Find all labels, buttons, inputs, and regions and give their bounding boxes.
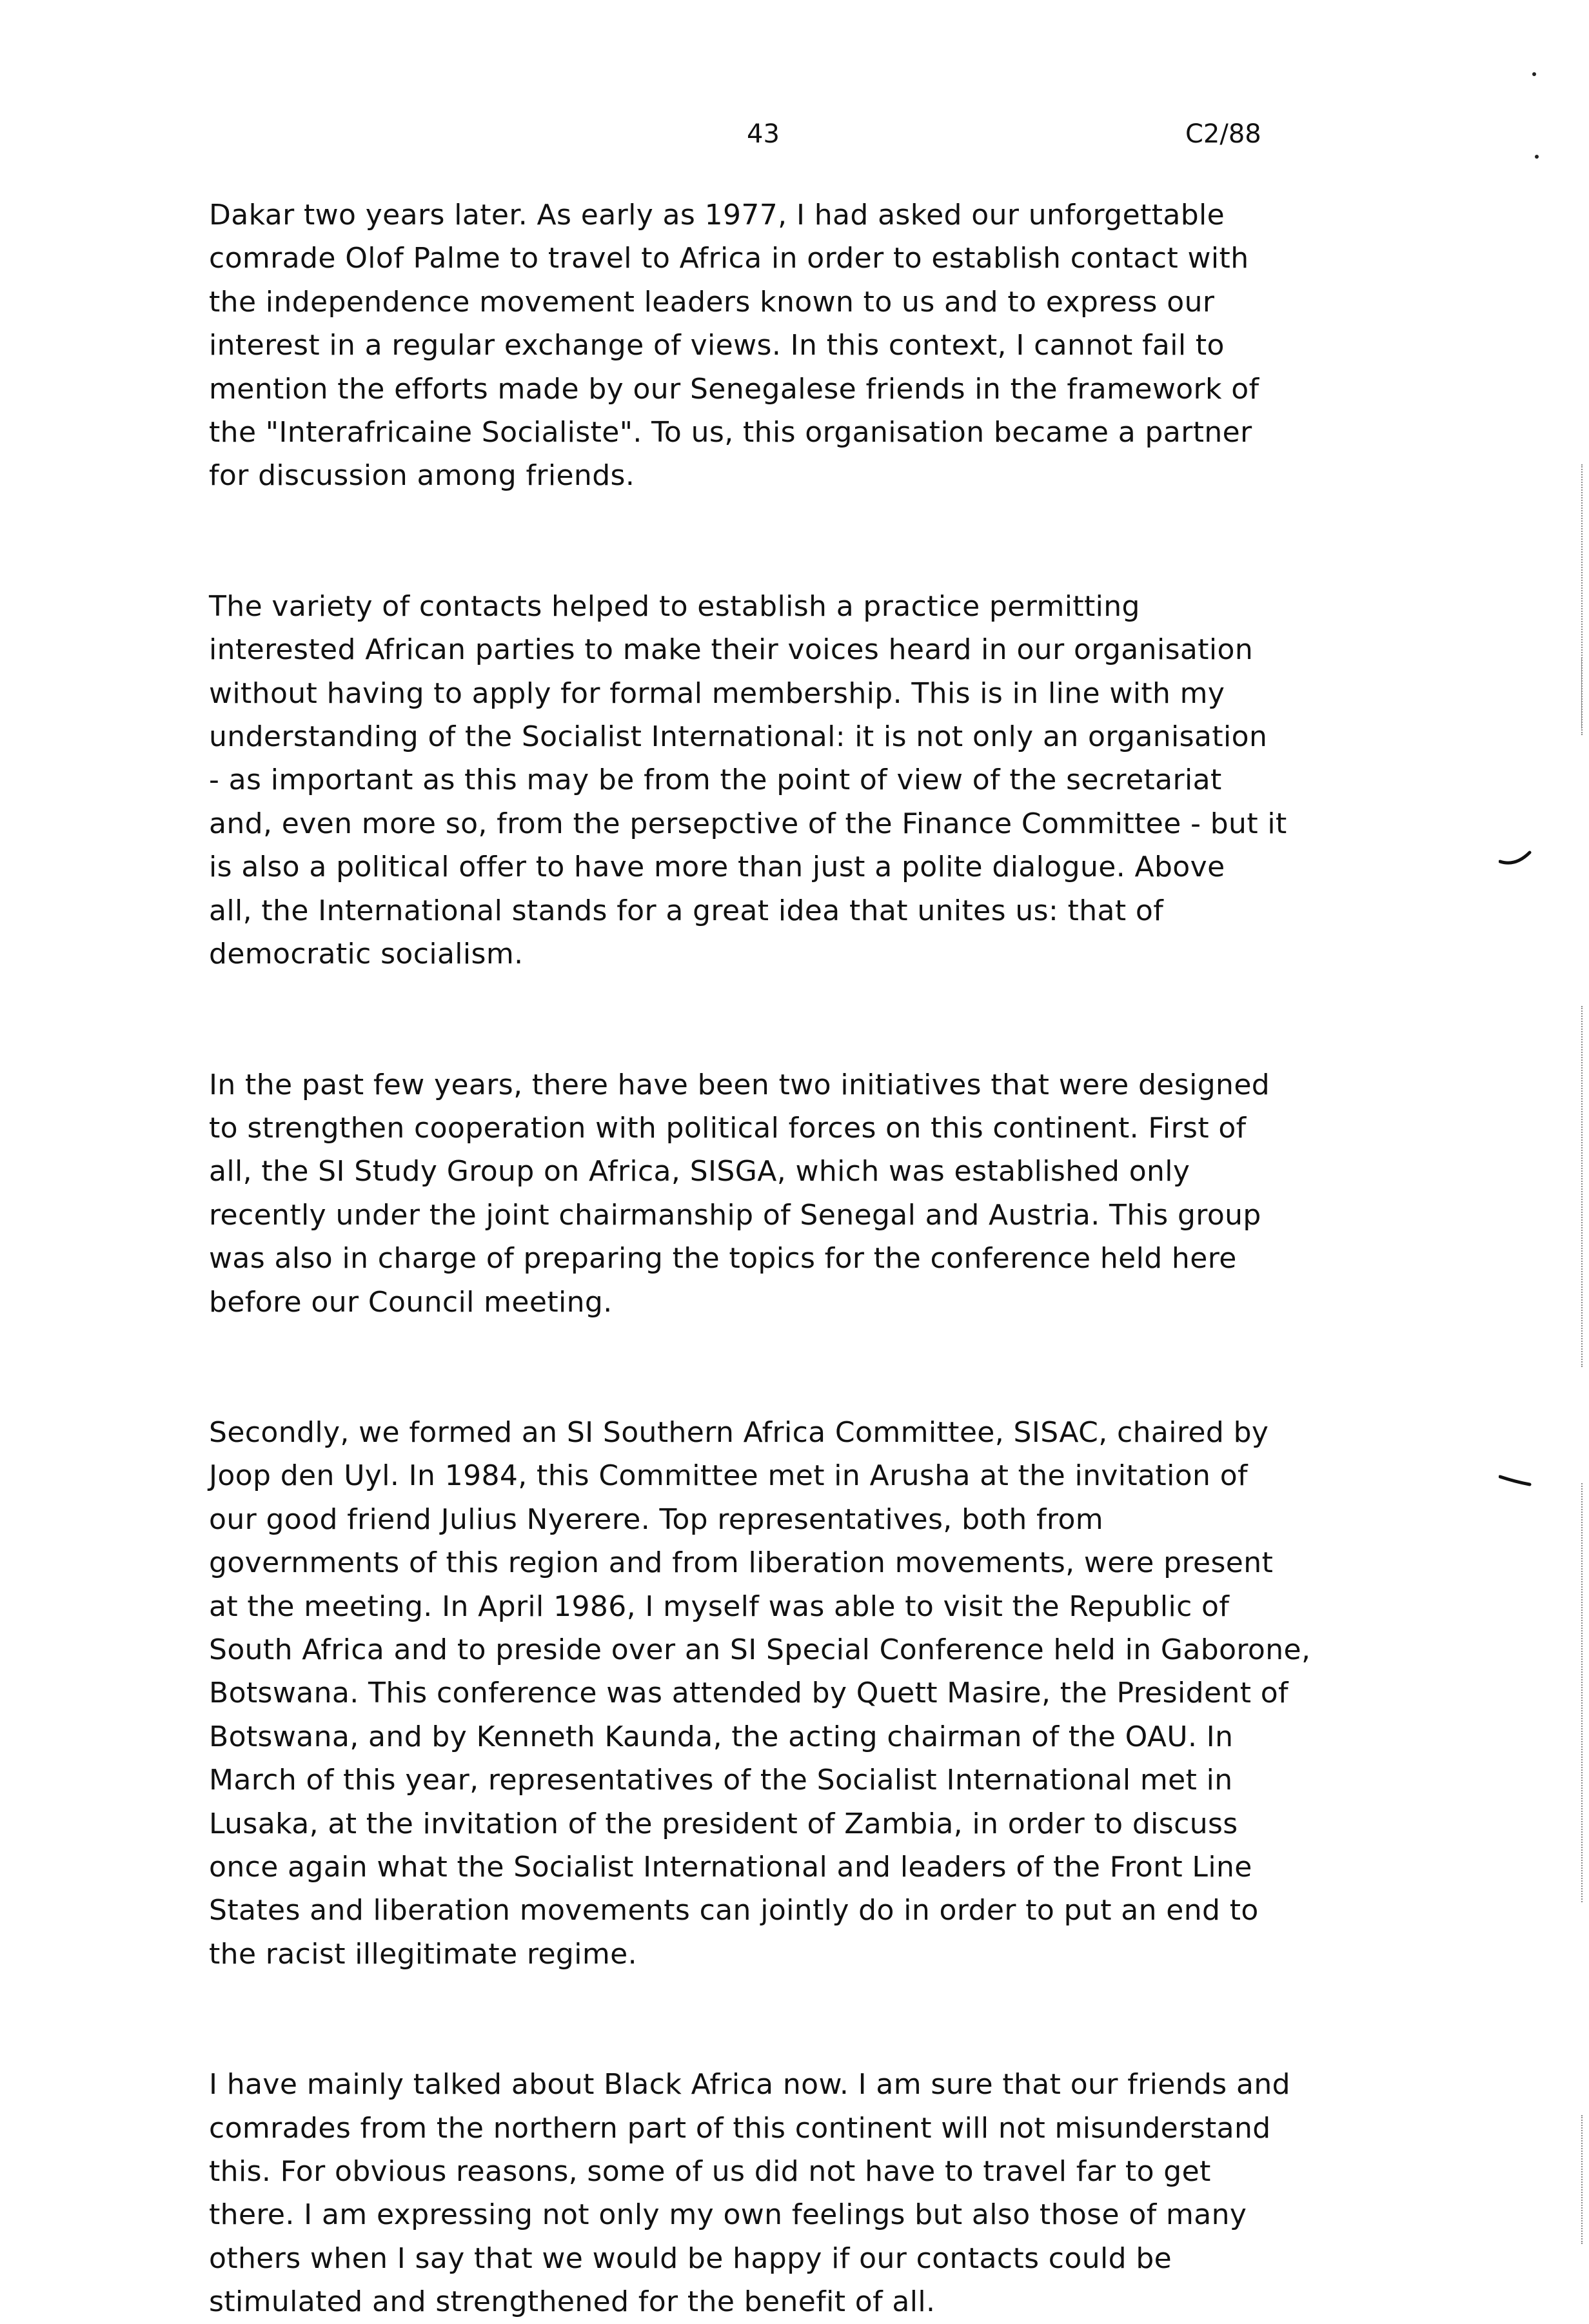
scan-speck [1535, 155, 1539, 159]
page-header [0, 115, 1589, 153]
paragraph-2: The variety of contacts helped to establish a practice permitting interested African parties to make their voices heard in our organisation without having to apply for formal membership. This is in line with my understanding of the Socialist International: it is not only an organisation - as important as this may be from the point of view of the secretariat and, even more so, from the persepctive of the Finance Committee - but it is also a political offer to have more than just a polite dialogue. Above all, the International stands for a great idea that unites us: that of democratic socialism. [209, 589, 1287, 971]
scan-mark [1499, 850, 1532, 869]
paragraph-5: I have mainly talked about Black Africa now. I am sure that our friends and comrades from the northern part of this continent will not misunderstand this. For obvious reasons, some of us did not have to travel far to get there. I am expressing not only my own feelings but also those of many others when I say that we would be happy if our contacts could be stimulated and strengthened for the benefit of all. [209, 2068, 1290, 2319]
document-reference: C2/88 [1185, 119, 1261, 149]
scan-mark [1499, 1470, 1532, 1490]
scan-edge-line [1581, 658, 1582, 729]
body-text [209, 193, 1389, 2324]
page-number: 43 [747, 119, 780, 149]
paragraph-3: In the past few years, there have been two initiatives that were designed to strengthen cooperation with political forces on this continent. First of all, the SI Study Group on Africa, SISGA, which was established only recently under the joint chairmanship of Senegal and Austria. This group was also in charge of preparing the topics for the conference held here before our Council meeting. [209, 1068, 1270, 1319]
paragraph-1: Dakar two years later. As early as 1977, I had asked our unforgettable comrade Olof Palme to travel to Africa in order to establish contact with the independence movement leaders known to us and to express our interest in a regular exchange of views. In this context, I cannot fail to mention the efforts made by our Senegalese friends in the framework of the "Interafricaine Socialiste". To us, this organisation became a partner for discussion among friends. [209, 199, 1259, 493]
scan-edge-line [1581, 2115, 1583, 2244]
scan-edge-line [1581, 1006, 1583, 1367]
paragraph-4: Secondly, we formed an SI Southern Africa Committee, SISAC, chaired by Joop den Uyl. In 1984, this Committee met in Arusha at the invitation of our good friend Julius Nyerere. Top representatives, both from governments of this region and from liberation movements, were present at the meeting. In April 1986, I myself was able to visit the Republic of South Africa and to preside over an SI Special Conference held in Gaborone, Botswana. This conference was attended by Quett Masire, the President of Botswana, and by Kenneth Kaunda, the acting chairman of the OAU. In March of this year, representatives of the Socialist International met in Lusaka, at the invitation of the president of Zambia, in order to discuss once again what the Socialist International and leaders of the Front Line States and liberation movements can jointly do in order to put an end to the racist illegitimate regime. [209, 1415, 1311, 1971]
scan-speck [1532, 72, 1536, 76]
scan-edge-line [1581, 1483, 1583, 1902]
